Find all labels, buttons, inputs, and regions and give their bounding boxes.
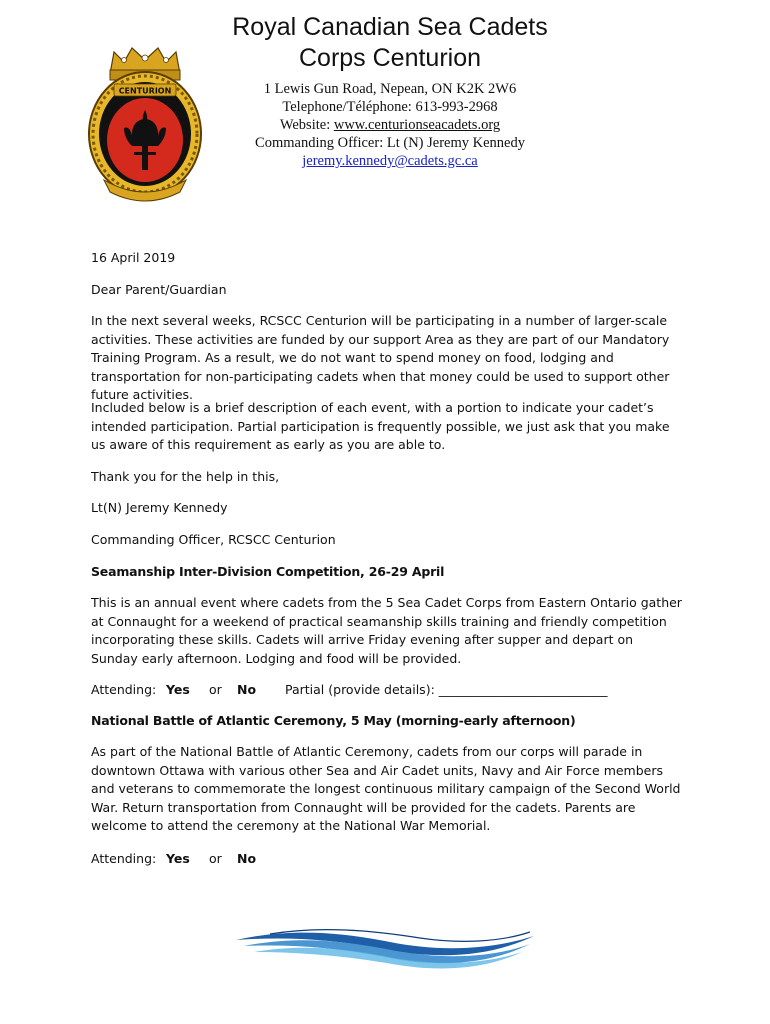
wave-logo-icon: [230, 920, 540, 970]
event-heading: National Battle of Atlantic Ceremony, 5 May (morning-early afternoon): [91, 713, 576, 728]
commanding-officer: Commanding Officer: Lt (N) Jeremy Kennedy: [255, 135, 525, 151]
attending-or-label: or: [209, 682, 222, 697]
event-description: This is an annual event where cadets from the 5 Sea Cadet Corps from Eastern Ontario gather at Connaught for a weekend of practical seamanship skills training and friendly competition incorporating these skills. Cadets will arrive Friday evening after supper and depart on Sunday early afternoon. Lodging and food will be provided.: [91, 595, 682, 666]
attending-yes-option[interactable]: Yes: [166, 682, 190, 697]
org-title-line2: Corps Centurion: [298, 44, 482, 72]
org-title-line1: Royal Canadian Sea Cadets: [232, 13, 548, 41]
signature-name: Lt(N) Jeremy Kennedy: [91, 500, 228, 515]
paragraph-instructions: Included below is a brief description of each event, with a portion to indicate your cadet’s intended participation. Partial participation is frequently possible, we just ask that you make us aware of this requirement as early as you are able to.: [91, 400, 670, 452]
paragraph-intro: In the next several weeks, RCSCC Centurion will be participating in a number of larger-scale activities. These activities are funded by our support Area as they are part of our Mandatory Training Program. As a result, we do not want to spend money on food, lodging and transportation for non-participating cadets when that money could be used to support other future activities.: [91, 313, 670, 402]
partial-details-field[interactable]: Partial (provide details): ___________________________: [285, 682, 608, 697]
thanks-line: Thank you for the help in this,: [91, 469, 280, 484]
salutation: Dear Parent/Guardian: [91, 282, 227, 297]
attending-label: Attending:: [91, 682, 157, 697]
address: 1 Lewis Gun Road, Nepean, ON K2K 2W6: [263, 81, 517, 97]
letter-date: 16 April 2019: [91, 250, 176, 265]
attending-or-label: or: [209, 851, 222, 866]
attending-row: [91, 680, 691, 700]
website-label: Website:: [279, 117, 334, 133]
website-link[interactable]: www.centurionseacadets.org: [333, 117, 501, 133]
signature-title: Commanding Officer, RCSCC Centurion: [91, 532, 336, 547]
event-heading: Seamanship Inter-Division Competition, 26-29 April: [91, 564, 445, 579]
attending-no-option[interactable]: No: [237, 682, 257, 697]
attending-no-option[interactable]: No: [237, 851, 257, 866]
email-link[interactable]: jeremy.kennedy@cadets.gc.ca: [302, 153, 478, 169]
attending-label: Attending:: [91, 851, 157, 866]
svg-text:CENTURION: CENTURION: [118, 86, 172, 96]
attending-yes-option[interactable]: Yes: [166, 851, 190, 866]
email-line: [210, 152, 570, 170]
phone: Telephone/Téléphone: 613-993-2968: [282, 99, 498, 115]
website-line: [210, 116, 570, 134]
event-description: As part of the National Battle of Atlantic Ceremony, cadets from our corps will parade in downtown Ottawa with various other Sea and Air Cadet units, Navy and Air Force members and veterans to commemorate the longest continuous military campaign of the Second World War. Return transportation from Connaught will be provided for the cadets. Parents are welcome to attend the ceremony at the National War Memorial.: [91, 744, 681, 833]
attending-row: [91, 849, 391, 869]
centurion-crest-logo: [84, 42, 206, 204]
